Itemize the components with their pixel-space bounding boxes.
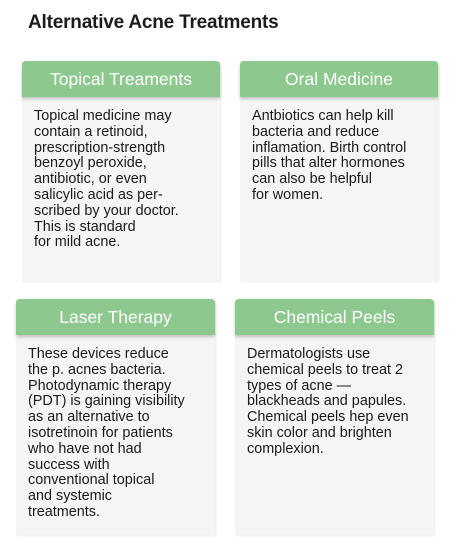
card-oral-medicine bbox=[240, 61, 438, 281]
card-text: Antbiotics can help kill bacteria and reduce inflamation. Birth control pills that alter hormones can also be helpful for women. bbox=[252, 108, 407, 203]
card-text: Dermatologists use chemical peels to treat 2 types of acne — blackheads and papules. Chemical peels hep even skin color and brighten complexion. bbox=[247, 346, 409, 457]
card-text: Topical medicine may contain a retinoid, prescription-strength benzoyl peroxide, antibiotic, or even salicylic acid as per- scribed by your doctor. This is standard for mild acne. bbox=[34, 108, 179, 251]
card-heading: Laser Therapy bbox=[16, 299, 215, 335]
card-heading: Oral Medicine bbox=[240, 61, 438, 97]
card-chemical-peels bbox=[235, 299, 434, 535]
card-text: These devices reduce the p. acnes bacteria. Photodynamic therapy (PDT) is gaining visibility as an alternative to isotretinoin for patients who have not had success with conventional topical and systemic treatments. bbox=[28, 346, 185, 520]
card-heading: Chemical Peels bbox=[235, 299, 434, 335]
page-title: Alternative Acne Treatments bbox=[28, 12, 279, 33]
card-topical-treatments bbox=[22, 61, 220, 281]
card-heading: Topical Treaments bbox=[22, 61, 220, 97]
card-laser-therapy bbox=[16, 299, 215, 535]
